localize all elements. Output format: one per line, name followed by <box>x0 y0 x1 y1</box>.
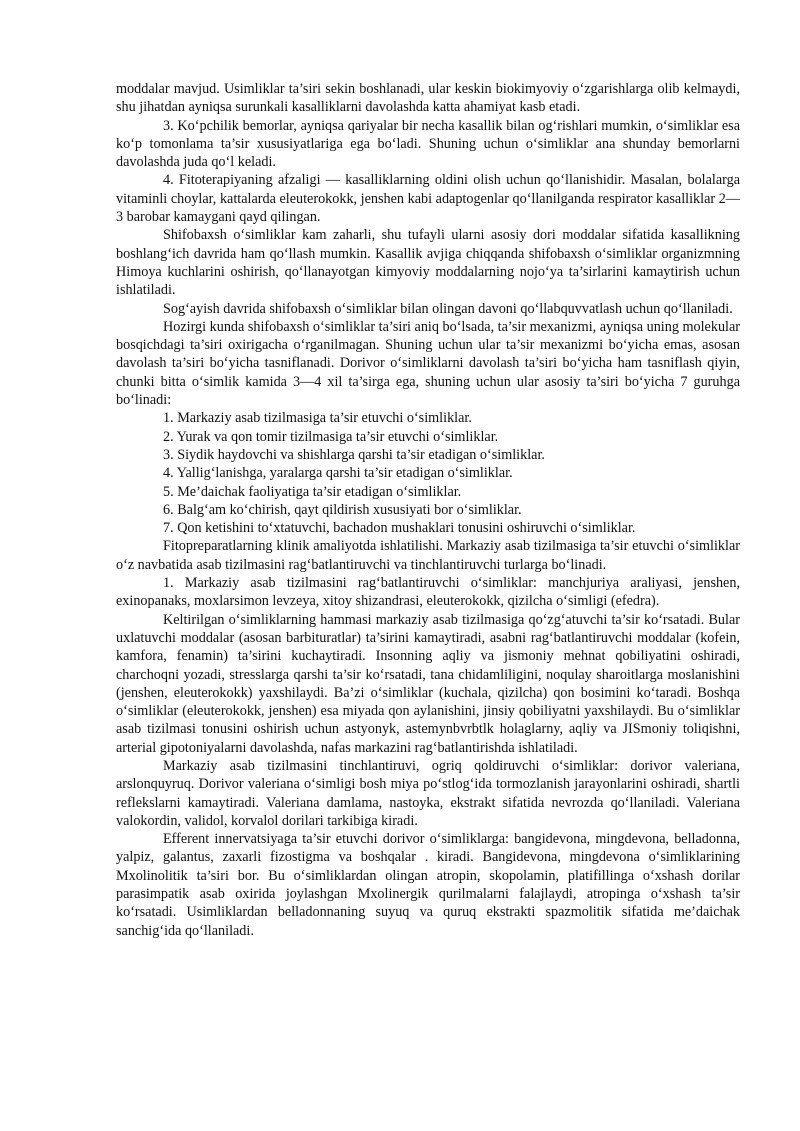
paragraph: 3. Ko‘pchilik bemorlar, ayniqsa qariyalar bir necha kasallik bilan og‘rishlari mumkin, o‘simliklar esa ko‘p tomonlama ta’sir xususiyatlariga ega bo‘ladi. Shuning uchun o‘simliklar ana shunday bemorlarni davolashda juda qo‘l keladi. <box>116 117 740 171</box>
paragraph: Fitopreparatlarning klinik amaliyotda ishlatilishi. Markaziy asab tizilmasiga ta’sir etuvchi o‘simliklar o‘z navbatida asab tizilmasini rag‘batlantiruvchi va tinchlantiruvchi turlarga bo‘linadi. <box>116 538 740 573</box>
paragraph: Shifobaxsh o‘simliklar kam zaharli, shu tufayli ularni asosiy dori moddalar sifatida kasallikning boshlang‘ich davrida ham qo‘llash mumkin. Kasallik avjiga chiqqanda shifobaxsh o‘simliklar organizmning Himoya kuchlarini oshirish, qo‘llanayotgan kimyoviy moddalarning nojo‘ya ta’sirlarini kamaytirish uchun ishlatiladi. <box>116 227 740 299</box>
list-item: 3. Siydik haydovchi va shishlarga qarshi ta’sir etadigan o‘simliklar. <box>163 446 545 463</box>
paragraph: Sog‘ayish davrida shifobaxsh o‘simliklar bilan olingan davoni qo‘llabquvvatlash uchun qo‘llaniladi. <box>163 300 733 317</box>
paragraph: Markaziy asab tizilmasini tinchlantiruvi, ogriq qoldiruvchi o‘simliklar: dorivor valeriana, arslonquyruq. Dorivor valeriana o‘simligi bosh miya po‘stlog‘ida tormozlanish jarayonlarini oshiradi, shartli reflekslarni kamaytiradi. Valeriana damlama, nastoyka, ekstrakt sifatida nevrozda qo‘llaniladi. Valeriana valokordin, validol, korvalol dorilari tarkibiga kiradi. <box>116 757 740 829</box>
paragraph: moddalar mavjud. Usimliklar ta’siri sekin boshlanadi, ular keskin biokimyoviy o‘zgarishlarga olib kelmaydi, shu jihatdan ayniqsa surunkali kasalliklarni davolashda katta ahamiyat kasb etadi. <box>116 81 740 116</box>
paragraph: Keltirilgan o‘simliklarning hammasi markaziy asab tizilmasiga qo‘zg‘atuvchi ta’sir ko‘rsatadi. Bular uxlatuvchi moddalar (asosan barbituratlar) ta’sirini kamaytiradi, asabni rag‘batlantiruvchi moddalar (kofein, kamfora, fenamin) ta’sirini kuchaytiradi. Insonning aqliy va jismoniy mehnat qobiliyatini oshiradi, charchoqni yozadi, stresslarga qarshi ta’sir ko‘rsatadi, tana chidamliligini, noqulay sharoitlarga moslanishini (jenshen, eleuterokokk) yaxshilaydi. Ba’zi o‘simliklar (kuchala, qizilcha) qon bosimini ko‘taradi. Boshqa o‘simliklar (eleuterokokk, jenshen) esa miyada qon aylanishini, jinsiy qobiliyatni yaxshilaydi. Bu o‘simliklar asab tizilmasi tonusini oshirish uchun astyonyk, astemynbvrbtlk holaglarny, aqliy va JISmoniy toliqishni, arterial gipotoniyalarni davolashda, nafas markazini rag‘batlantirishda ishlatiladi. <box>116 611 740 756</box>
paragraph: 1. Markaziy asab tizilmasini rag‘batlantiruvchi o‘simliklar: manchjuriya araliyasi, jenshen, exinopanaks, moxlarsimon levzeya, xitoy shizandrasi, eleuterokokk, qizilcha o‘simligi (efedra). <box>116 575 740 610</box>
paragraph: Hozirgi kunda shifobaxsh o‘simliklar ta’siri aniq bo‘lsada, ta’sir mexanizmi, ayniqsa uning molekular bosqichdagi ta’siri oxirigacha o‘rganilmagan. Shuning uchun ular ta’sir mexanizmi bo‘yicha emas, asosan davolash ta’siri bo‘yicha tasniflanadi. Dorivor o‘simliklarni davolash ta’siri bo‘yicha ham tasniflash qiyin, chunki bitta o‘simlik kamida 3—4 xil ta’sirga ega, shuning uchun ular asosiy ta’siri bo‘yicha 7 guruhga bo‘linadi: <box>116 318 740 409</box>
list-item: 4. Yallig‘lanishga, yaralarga qarshi ta’sir etadigan o‘simliklar. <box>163 465 513 482</box>
list-item: 5. Me’daichak faoliyatiga ta’sir etadigan o‘simliklar. <box>163 483 462 500</box>
list-item: 7. Qon ketishini to‘xtatuvchi, bachadon mushaklari tonusini oshiruvchi o‘simliklar. <box>163 520 636 537</box>
paragraph: 4. Fitoterapiyaning afzaligi — kasalliklarning oldini olish uchun qo‘llanishidir. Masalan, bolalarga vitaminli choylar, kattalarda eleuterokokk, jenshen kabi adaptogenlar qo‘llanilganda respirator kasalliklar 2—3 barobar kamaygani qayd qilingan. <box>116 172 740 226</box>
list-item: 1. Markaziy asab tizilmasiga ta’sir etuvchi o‘simliklar. <box>163 410 472 427</box>
list-item: 6. Balg‘am ko‘chirish, qayt qildirish xususiyati bor o‘simliklar. <box>163 501 522 518</box>
list-item: 2. Yurak va qon tomir tizilmasiga ta’sir etuvchi o‘simliklar. <box>163 428 499 445</box>
paragraph: Efferent innervatsiyaga ta’sir etuvchi dorivor o‘simliklarga: bangidevona, mingdevona, belladonna, yalpiz, galantus, zaxarli fizostigma va boshqalar . kiradi. Bangidevona, mingdevona o‘simliklarining Mxolinolitik ta’siri bor. Bu o‘simliklardan olingan atropin, skopolamin, platifillinga o‘xshash dorilar parasimpatik asab oxirida joylashgan Mxolinergik qurilmalarni falajlaydi, atropinga o‘xshash ta’sir ko‘rsatadi. Usimliklardan belladonnaning suyuq va quruq ekstrakti spazmolitik sifatida me’daichak sanchig‘ida qo‘llaniladi. <box>116 831 740 939</box>
group-list <box>116 409 740 537</box>
